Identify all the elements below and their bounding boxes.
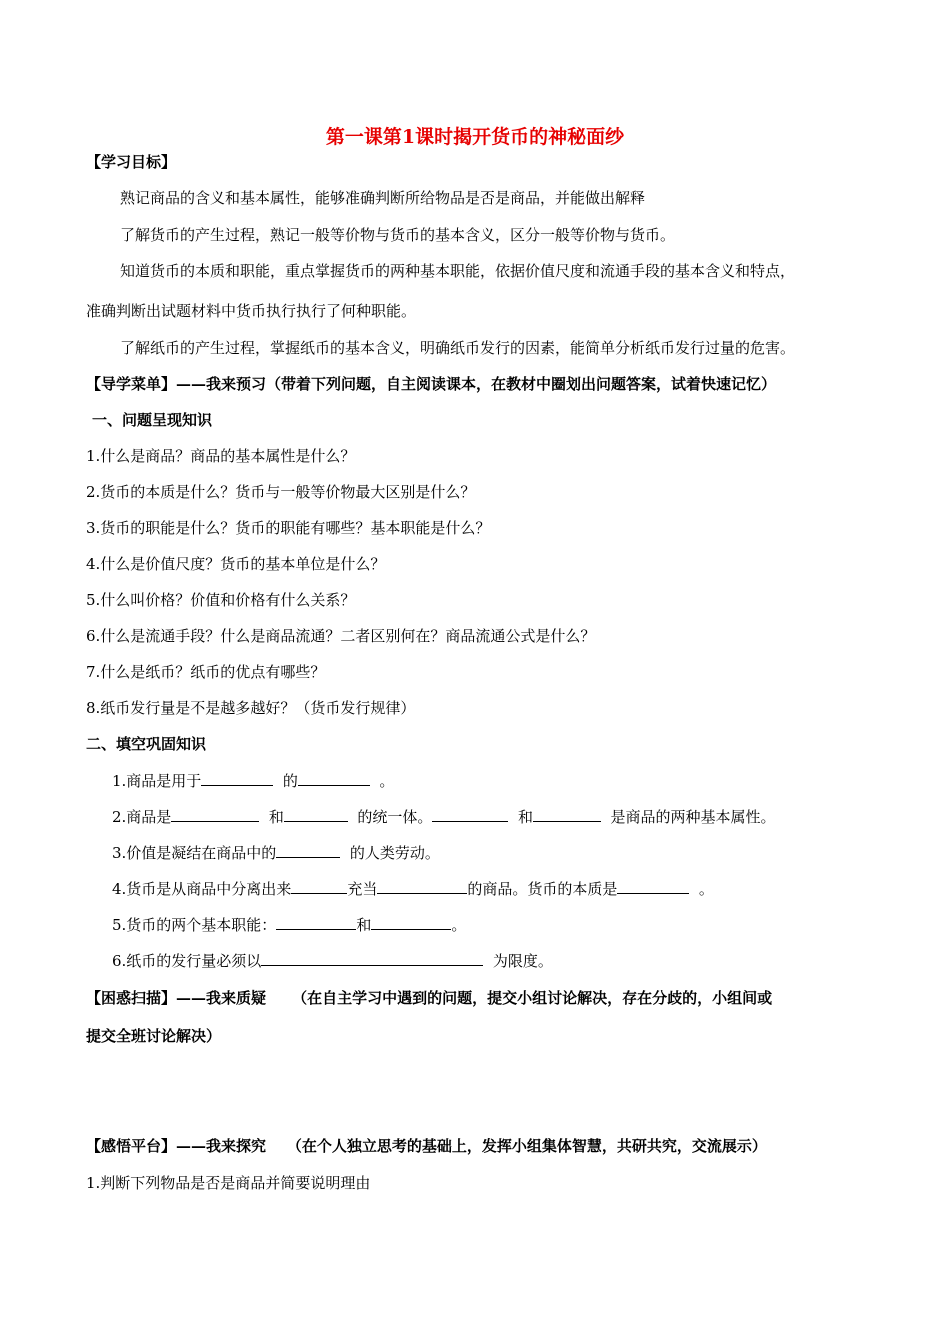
insight-question: 1.判断下列物品是否是商品并简要说明理由: [86, 1174, 371, 1192]
blank-line[interactable]: [377, 878, 467, 894]
goal-item: 熟记商品的含义和基本属性，能够准确判断所给物品是否是商品，并能做出解释: [120, 189, 646, 207]
blank-line[interactable]: [201, 770, 273, 786]
blank-line[interactable]: [284, 806, 348, 822]
goals-heading: 【学习目标】: [86, 153, 177, 171]
blank-line[interactable]: [291, 878, 347, 894]
goal-item: 准确判断出试题材料中货币执行执行了何种职能。: [86, 302, 417, 320]
question-item: 4.什么是价值尺度？货币的基本单位是什么？: [86, 555, 386, 573]
page-title: 第一课第1课时揭开货币的神秘面纱: [325, 126, 625, 148]
blank-line[interactable]: [617, 878, 689, 894]
goal-item: 了解纸币的产生过程，掌握纸币的基本含义，明确纸币发行的因素，能简单分析纸币发行过量的危害。: [120, 339, 796, 357]
blank-line[interactable]: [533, 806, 601, 822]
section-heading: 二、填空巩固知识: [86, 735, 207, 753]
fill-item-1: 1.商品是用于 的 。: [112, 772, 395, 790]
blank-line[interactable]: [276, 914, 356, 930]
fill-item-5: 5.货币的两个基本职能： 和 。: [112, 916, 467, 934]
question-item: 1.什么是商品？商品的基本属性是什么？: [86, 447, 356, 465]
fill-item-2: 2.商品是 和 的统一体。 和 是商品的两种基本属性。: [112, 808, 776, 826]
question-item: 3.货币的职能是什么？货币的职能有哪些？基本职能是什么？: [86, 519, 491, 537]
blank-line[interactable]: [371, 914, 451, 930]
guide-heading: 【导学菜单】——我来预习（带着下列问题，自主阅读课本，在教材中圈划出问题答案，试着快速记忆）: [86, 375, 777, 393]
question-item: 6.什么是流通手段？什么是商品流通？二者区别何在？商品流通公式是什么？: [86, 627, 596, 645]
question-item: 2.货币的本质是什么？货币与一般等价物最大区别是什么？: [86, 483, 476, 501]
blank-line[interactable]: [276, 842, 340, 858]
fill-item-4: 4.货币是从商品中分离出来 充当 的商品。货币的本质是 。: [112, 880, 714, 898]
goal-item: 了解货币的产生过程，熟记一般等价物与货币的基本含义，区分一般等价物与货币。: [120, 226, 676, 244]
goal-item: 知道货币的本质和职能，重点掌握货币的两种基本职能，依据价值尺度和流通手段的基本含义和特点，: [120, 262, 796, 280]
section-heading: 一、问题呈现知识: [92, 411, 213, 429]
question-item: 7.什么是纸币？纸币的优点有哪些？: [86, 663, 326, 681]
fill-item-6: 6.纸币的发行量必须以 为限度。: [112, 952, 553, 970]
doubt-text: 提交全班讨论解决）: [86, 1027, 222, 1045]
blank-line[interactable]: [298, 770, 370, 786]
doubt-heading: 【困惑扫描】——我来质疑 （在自主学习中遇到的问题，提交小组讨论解决，存在分歧的，小组间或: [86, 989, 773, 1007]
fill-item-3: 3.价值是凝结在商品中的 的人类劳动。: [112, 844, 440, 862]
blank-line[interactable]: [171, 806, 259, 822]
question-item: 5.什么叫价格？价值和价格有什么关系？: [86, 591, 356, 609]
blank-line[interactable]: [261, 950, 483, 966]
insight-heading: 【感悟平台】——我来探究 （在个人独立思考的基础上，发挥小组集体智慧，共研共究，交流展示）: [86, 1137, 767, 1155]
question-item: 8.纸币发行量是不是越多越好？（货币发行规律）: [86, 699, 416, 717]
blank-line[interactable]: [432, 806, 508, 822]
